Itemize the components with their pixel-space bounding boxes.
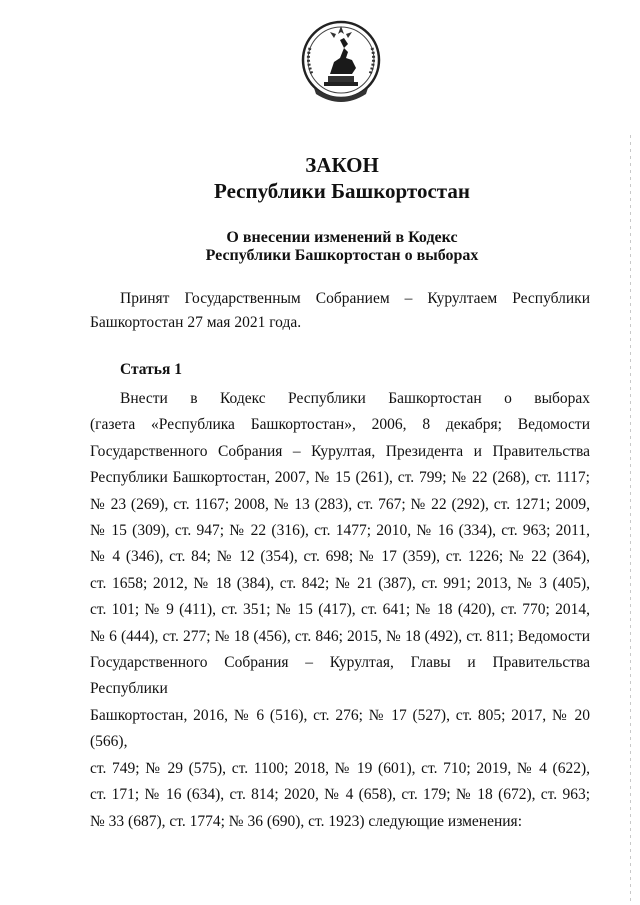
adoption-line-2: Башкортостан 27 мая 2021 года. xyxy=(90,314,302,331)
article-line: ст. 749; № 29 (575), ст. 1100; 2018, № 19 (601), ст. 710; 2019, № 4 (622), xyxy=(90,759,590,777)
article-line: Башкортостан, 2016, № 6 (516), ст. 276; № 17 (527), ст. 805; 2017, № 20 (566), xyxy=(90,706,590,751)
article-line: ст. 1658; 2012, № 18 (384), ст. 842; № 21 (387), ст. 991; 2013, № 3 (405), xyxy=(90,574,590,592)
article-line: № 15 (309), ст. 947; № 22 (316), ст. 1477; 2010, № 16 (334), ст. 963; 2011, xyxy=(90,522,590,540)
coat-of-arms-icon xyxy=(300,18,382,110)
document-subtitle: Республики Башкортостан xyxy=(214,179,470,203)
article-line: № 6 (444), ст. 277; № 18 (456), ст. 846; 2015, № 18 (492), ст. 811; Ведомости xyxy=(90,627,590,645)
article-line: ст. 101; № 9 (411), ст. 351; № 15 (417), ст. 641; № 18 (420), ст. 770; 2014, xyxy=(90,601,590,619)
adoption-statement xyxy=(90,287,590,335)
article-line: Государственного Собрания – Курултая, Главы и Правительства Республики xyxy=(90,654,590,698)
article-line: Внести в Кодекс Республики Башкортостан о выборах xyxy=(120,390,590,407)
article-line: № 4 (346), ст. 84; № 12 (354), ст. 698; № 17 (359), ст. 1226; № 22 (364), xyxy=(90,548,590,566)
article-line: ст. 171; № 16 (634), ст. 814; 2020, № 4 (658), ст. 179; № 18 (672), ст. 963; xyxy=(90,786,590,804)
scan-edge-line xyxy=(630,135,631,905)
article-1-body xyxy=(90,386,590,835)
article-line: № 23 (269), ст. 1167; 2008, № 13 (283), ст. 767; № 22 (292), ст. 1271; 2009, xyxy=(90,495,590,513)
article-line: (газета «Республика Башкортостан», 2006, 8 декабря; Ведомости xyxy=(90,416,590,434)
law-name-line-1: О внесении изменений в Кодекс xyxy=(226,229,458,246)
law-name-line-2: Республики Башкортостан о выборах xyxy=(205,247,479,264)
article-line: Республики Башкортостан, 2007, № 15 (261), ст. 799; № 22 (268), ст. 1117; xyxy=(90,469,590,487)
document-title: ЗАКОН xyxy=(305,153,379,177)
article-line: № 33 (687), ст. 1774; № 36 (690), ст. 1923) следующие изменения: xyxy=(90,812,522,830)
adoption-line-1: Принят Государственным Собранием – Курултаем Республики xyxy=(120,290,590,307)
article-1-heading: Статья 1 xyxy=(120,361,182,378)
article-line: Государственного Собрания – Курултая, Президента и Правительства xyxy=(90,442,590,460)
